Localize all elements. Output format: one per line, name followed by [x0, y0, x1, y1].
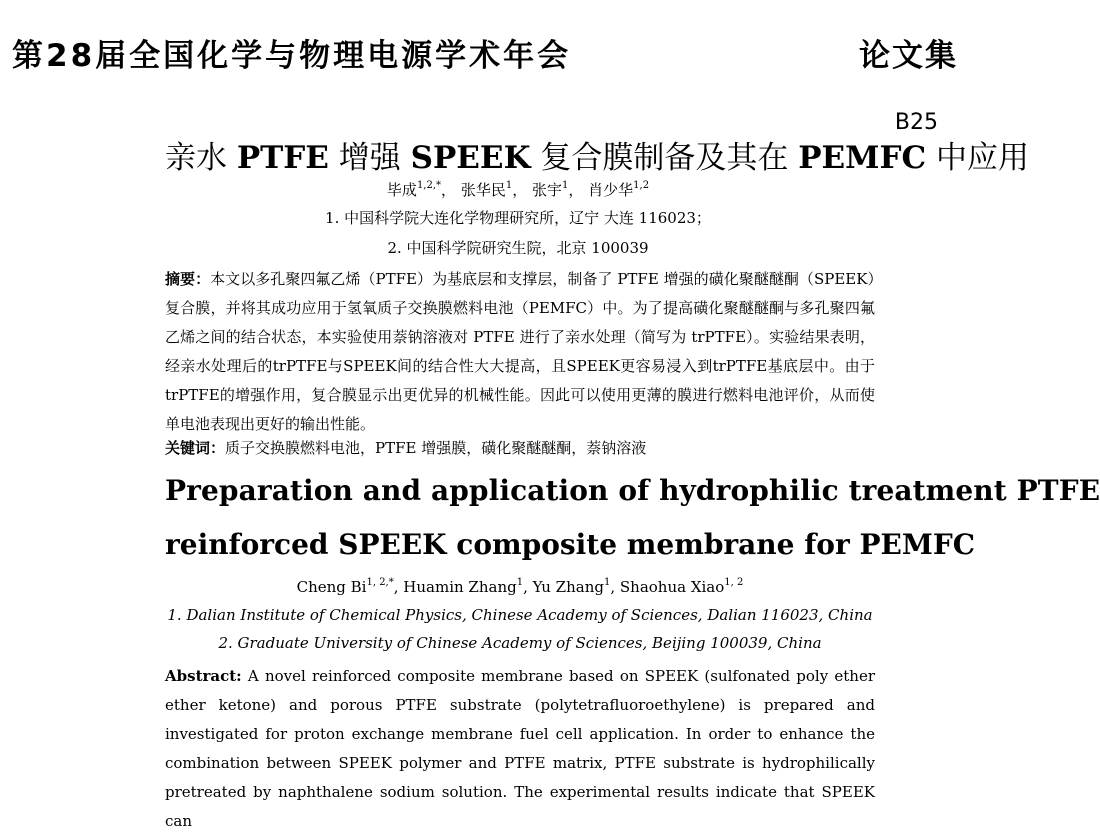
- author-name: Huamin Zhang: [403, 578, 517, 596]
- chinese-title-part: PEMFC: [798, 140, 927, 176]
- chinese-title-part: SPEEK: [410, 140, 531, 176]
- chinese-title-part: 增强: [328, 140, 411, 176]
- author-affiliation-marker: 1: [603, 577, 611, 588]
- author-affiliation-marker: 1: [505, 180, 513, 191]
- author-name: Yu Zhang: [532, 578, 604, 596]
- chinese-title: [165, 132, 1029, 177]
- author-name: Shaohua Xiao: [619, 578, 725, 596]
- author-name: 张华民: [460, 181, 506, 199]
- author-name: Cheng Bi: [296, 578, 367, 596]
- author-affiliation-marker: 1: [516, 577, 524, 588]
- english-abstract: [165, 662, 875, 836]
- english-abstract-text: A novel reinforced composite membrane based on SPEEK (sulfonated poly ether ether ketone) and porous PTFE substrate (polytetrafluoroethylene) is prepared and investigated for proton exchange membrane fuel cell application. In order to enhance the combination between SPEEK polymer and PTFE matrix, PTFE substrate is hydrophilically pretreated by naphthalene sodium solution. The experimental results indicate that SPEEK can: [165, 667, 875, 830]
- author-affiliation-marker: 1,2: [633, 180, 650, 191]
- proceedings-label: 论文集: [859, 38, 958, 74]
- conference-header: 第28届全国化学与物理电源学术年会: [12, 38, 572, 74]
- english-title-line-2: reinforced SPEEK composite membrane for PEMFC: [165, 528, 976, 561]
- paper-code: B25: [894, 110, 938, 135]
- chinese-affiliation-2: 2. 中国科学院研究生院，北京 100039: [387, 239, 649, 257]
- chinese-title-part: 中应用: [926, 140, 1030, 176]
- chinese-abstract-text: 本文以多孔聚四氟乙烯（PTFE）为基底层和支撑层，制备了 PTFE 增强的磺化聚醚醚酮（SPEEK）复合膜，并将其成功应用于氢氧质子交换膜燃料电池（PEMFC）中。为了提高磺化聚醚醚酮与多孔聚四氟乙烯之间的结合状态，本实验使用萘钠溶液对 PTFE 进行了亲水处理（简写为 trPTFE）。实验结果表明，经亲水处理后的trPTFE与SPEEK间的结合性大大提高，且SPEEK更容易浸入到trPTFE基底层中。由于trPTFE的增强作用，复合膜显示出更优异的机械性能。因此可以使用更薄的膜进行燃料电池评价，从而使单电池表现出更好的输出性能。: [165, 270, 875, 433]
- chinese-keywords-text: 质子交换膜燃料电池，PTFE 增强膜，磺化聚醚醚酮，萘钠溶液: [225, 439, 647, 457]
- author-affiliation-marker: 1,2,*: [416, 180, 442, 191]
- english-authors: Cheng $Bi^{1, 2,*}$, Huamin Zhang$^1$, Yu Zhang$^1$, Shaohua Xiao$^{1, 2}$: [296, 577, 744, 596]
- english-affiliation-1: 1. Dalian Institute of Chemical Physics, Chinese Academy of Sciences, Dalian 116023, China: [167, 606, 873, 624]
- author-name: 毕成: [386, 181, 417, 199]
- chinese-title-part: PTFE: [236, 140, 329, 176]
- chinese-keywords: [165, 437, 875, 459]
- english-affiliation-2: 2. Graduate University of Chinese Academy of Sciences, Beijing 100039, China: [218, 634, 822, 652]
- chinese-title-part: 亲水: [165, 140, 237, 176]
- author-affiliation-marker: 1, 2,*: [366, 577, 394, 588]
- chinese-title-part: 复合膜制备及其在: [530, 140, 799, 176]
- chinese-keywords-label: 关键词：: [165, 439, 226, 457]
- english-title-line-1: Preparation and application of hydrophilic treatment PTFE: [165, 474, 1100, 507]
- author-affiliation-marker: 1, 2: [724, 577, 744, 588]
- chinese-authors: 毕成$^{1,2,*}$， 张华民$^1$， 张宇$^1$， 肖少华$^{1,2}$: [386, 180, 650, 199]
- author-name: 张宇: [531, 181, 562, 199]
- chinese-affiliation-1: 1. 中国科学院大连化学物理研究所，辽宁 大连 116023；: [325, 209, 711, 227]
- english-abstract-label: Abstract:: [165, 667, 242, 685]
- author-name: 肖少华: [588, 181, 634, 199]
- author-affiliation-marker: 1: [562, 180, 569, 191]
- chinese-abstract-label: 摘要：: [165, 270, 211, 288]
- chinese-abstract: [165, 265, 875, 439]
